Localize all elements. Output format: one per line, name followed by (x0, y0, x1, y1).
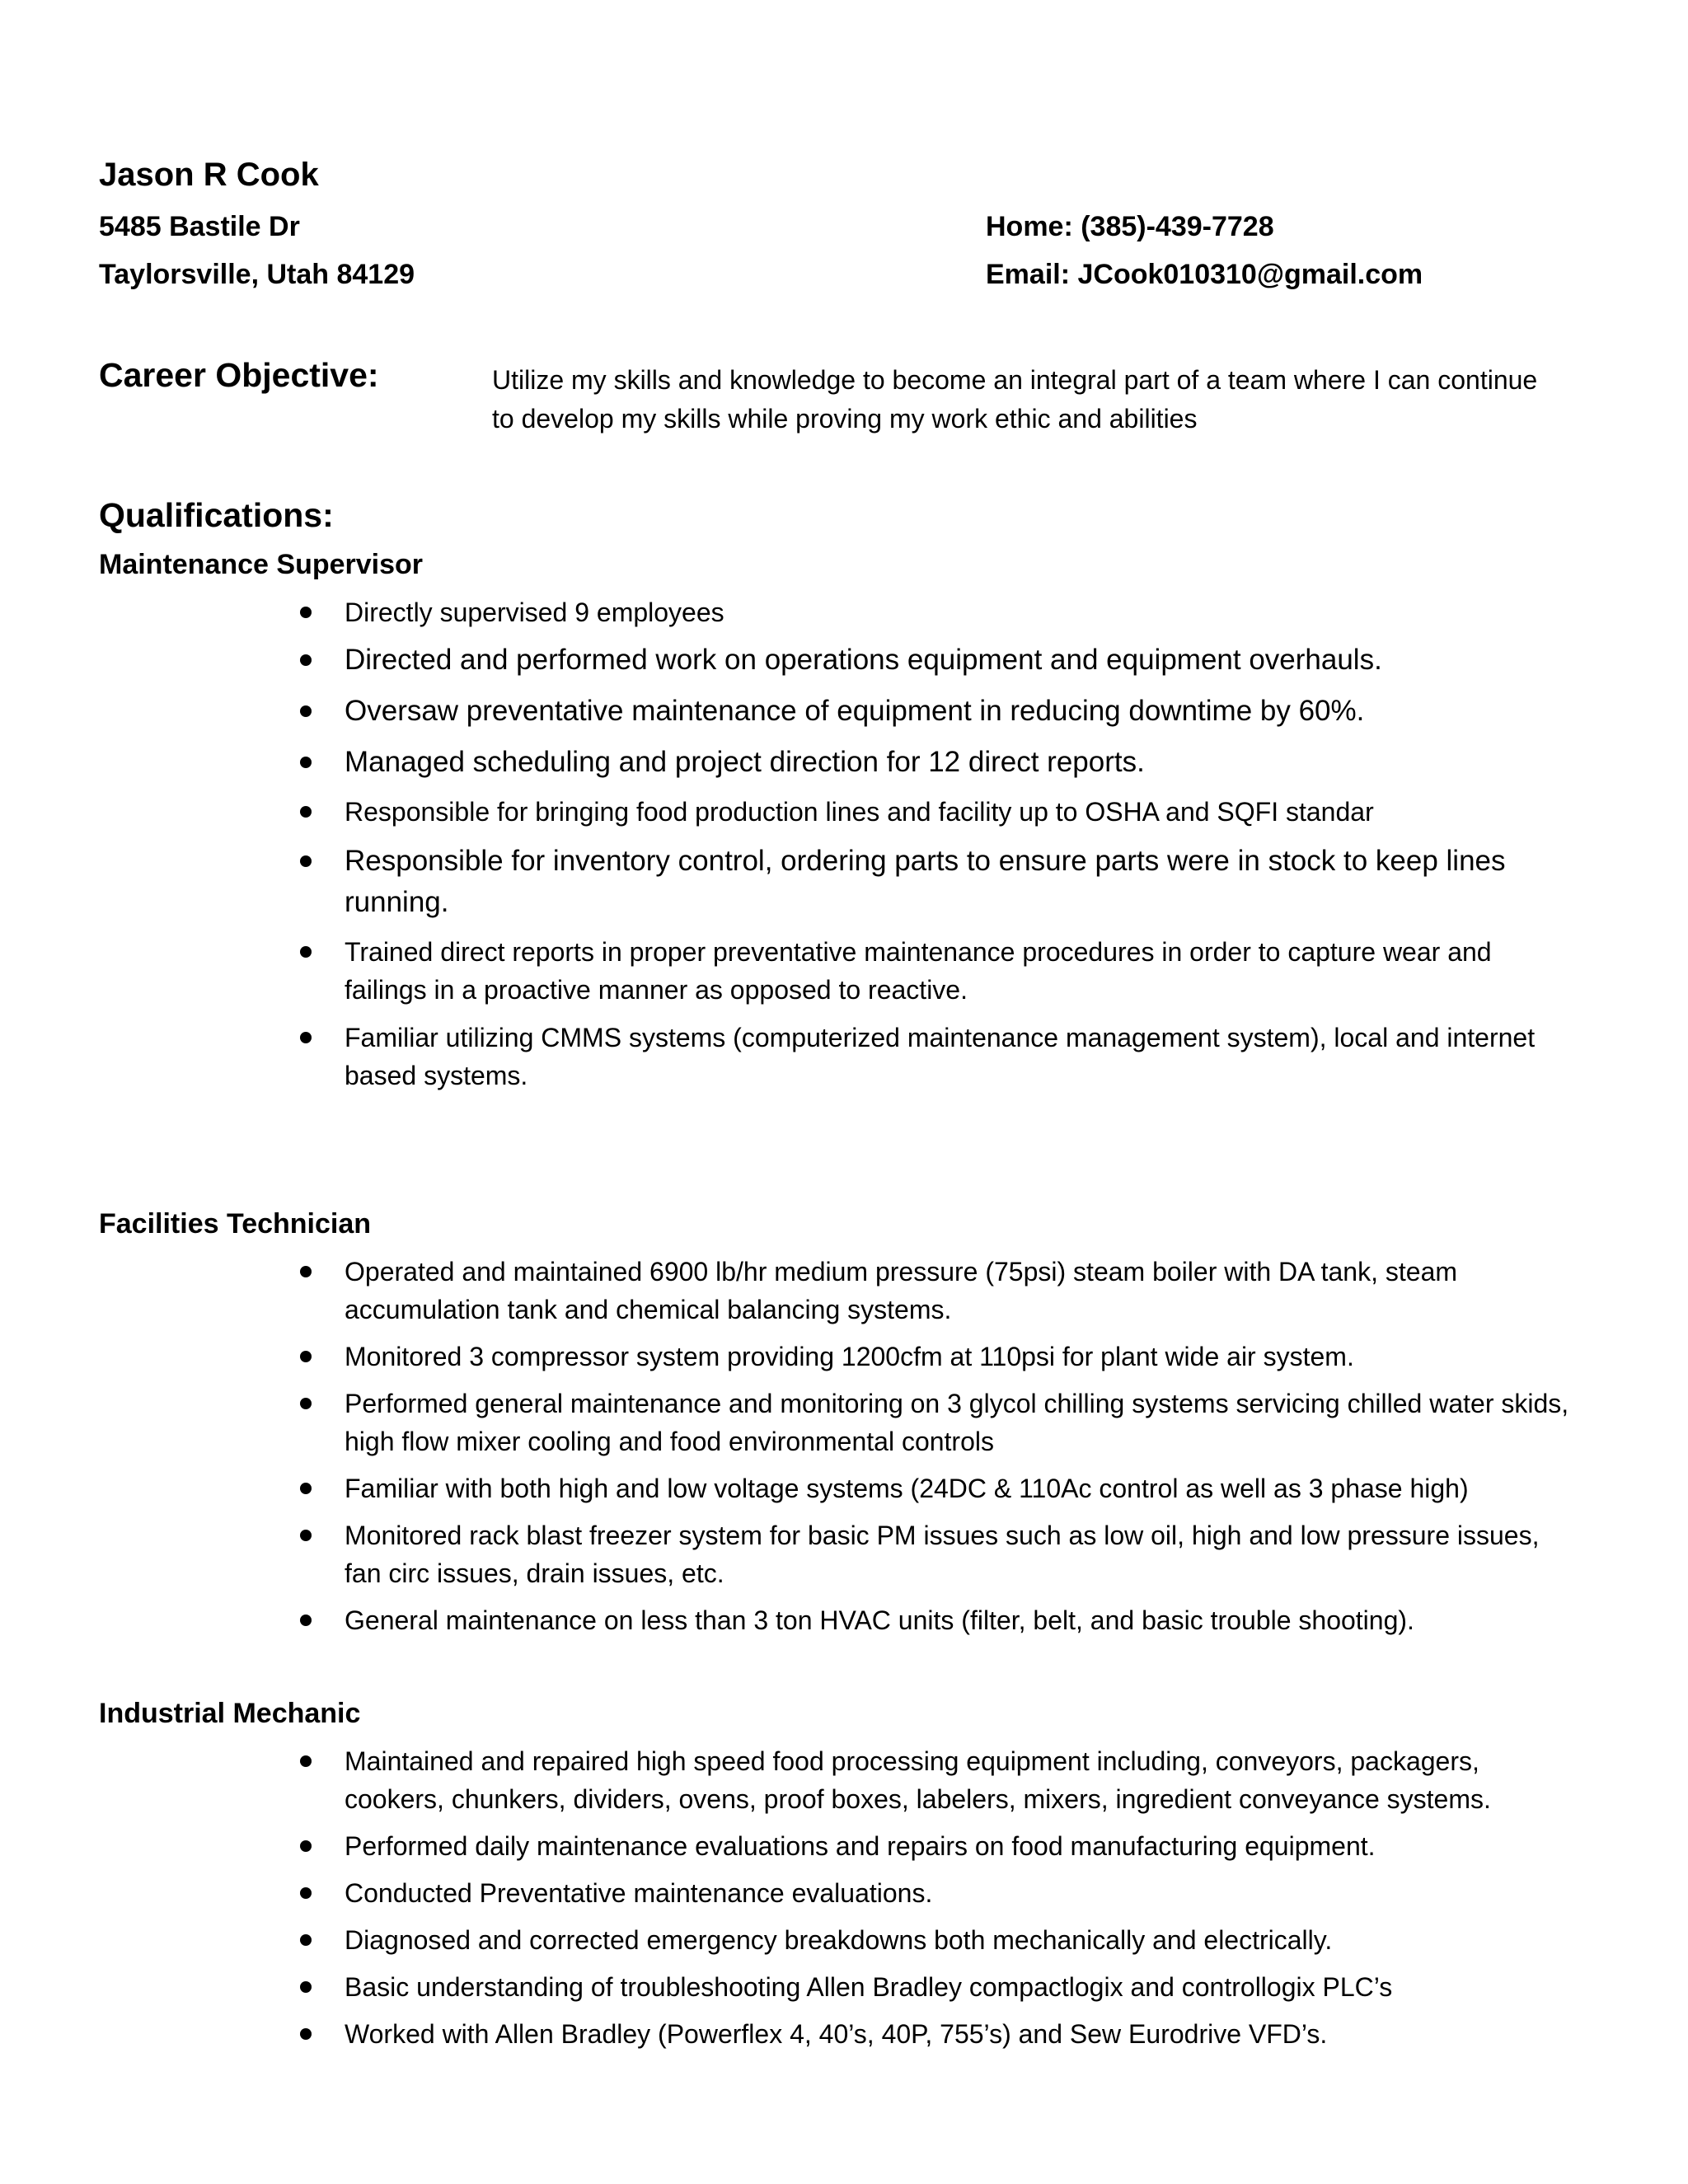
list-item: Trained direct reports in proper preventative maintenance procedures in order to capture wear and failings in a proactive manner as opposed to reactive. (290, 933, 1576, 1009)
list-item: Managed scheduling and project direction for 12 direct reports. (290, 742, 1576, 783)
bullet-icon (300, 1981, 312, 1993)
list-item: Directly supervised 9 employees (290, 593, 1576, 631)
list-item: Maintained and repaired high speed food processing equipment including, conveyors, packagers, cookers, chunkers, dividers, ovens, proof boxes, labelers, mixers, ingredient conveyance systems. (290, 1742, 1576, 1818)
bullet-icon (300, 1032, 312, 1043)
bullet-icon (300, 855, 312, 867)
bullet-icon (300, 1530, 312, 1541)
list-item: Worked with Allen Bradley (Powerflex 4, 40’s, 40P, 755’s) and Sew Eurodrive VFD’s. (290, 2015, 1576, 2053)
bullet-icon (300, 607, 312, 618)
career-objective-text: Utilize my skills and knowledge to become an integral part of a team where I can continue to develop my skills while proving my work ethic and abilities (492, 365, 1538, 434)
maintenance-supervisor-bullets (290, 593, 1576, 1094)
email-address: Email: JCook010310@gmail.com (986, 259, 1423, 290)
job-title-facilities-technician: Facilities Technician (99, 1208, 372, 1240)
bullet-icon (300, 806, 312, 818)
list-item: General maintenance on less than 3 ton HVAC units (filter, belt, and basic trouble shooting). (290, 1601, 1576, 1639)
list-item: Familiar utilizing CMMS systems (computerized maintenance management system), local and internet based systems. (290, 1019, 1576, 1094)
list-item: Oversaw preventative maintenance of equipment in reducing downtime by 60%. (290, 691, 1576, 732)
list-item: Performed daily maintenance evaluations and repairs on food manufacturing equipment. (290, 1827, 1576, 1865)
candidate-name: Jason R Cook (99, 157, 319, 193)
bullet-icon (300, 1934, 312, 1946)
bullet-icon (300, 654, 312, 666)
list-item: Conducted Preventative maintenance evaluations. (290, 1874, 1576, 1912)
list-item: Familiar with both high and low voltage systems (24DC & 110Ac control as well as 3 phase high) (290, 1469, 1576, 1507)
list-item: Performed general maintenance and monitoring on 3 glycol chilling systems servicing chilled water skids, high flow mixer cooling and food environmental controls (290, 1385, 1576, 1460)
list-item: Responsible for bringing food production lines and facility up to OSHA and SQFI standar (290, 793, 1576, 831)
phone-number: Home: (385)-439-7728 (986, 211, 1274, 242)
bullet-icon (300, 757, 312, 768)
list-item: Basic understanding of troubleshooting Allen Bradley compactlogix and controllogix PLC’s (290, 1968, 1576, 2006)
job-title-industrial-mechanic: Industrial Mechanic (99, 1698, 361, 1729)
industrial-mechanic-bullets (290, 1742, 1576, 2053)
bullet-icon (300, 2028, 312, 2040)
qualifications-heading: Qualifications: (99, 496, 334, 534)
list-item: Operated and maintained 6900 lb/hr medium pressure (75psi) steam boiler with DA tank, steam accumulation tank and chemical balancing systems. (290, 1253, 1576, 1329)
list-item: Diagnosed and corrected emergency breakdowns both mechanically and electrically. (290, 1921, 1576, 1959)
bullet-icon (300, 1483, 312, 1494)
bullet-icon (300, 1755, 312, 1767)
bullet-icon (300, 1266, 312, 1277)
job-title-maintenance-supervisor: Maintenance Supervisor (99, 549, 424, 580)
bullet-icon (300, 1615, 312, 1626)
bullet-icon (300, 1887, 312, 1899)
bullet-icon (300, 1398, 312, 1409)
list-item: Directed and performed work on operations equipment and equipment overhauls. (290, 640, 1576, 681)
address-line-2: Taylorsville, Utah 84129 (99, 259, 415, 290)
list-item: Monitored rack blast freezer system for basic PM issues such as low oil, high and low pressure issues, fan circ issues, drain issues, etc. (290, 1516, 1576, 1592)
bullet-icon (300, 1840, 312, 1852)
address-line-1: 5485 Bastile Dr (99, 211, 300, 242)
bullet-icon (300, 705, 312, 717)
bullet-icon (300, 1351, 312, 1362)
bullet-icon (300, 946, 312, 958)
list-item: Monitored 3 compressor system providing 1200cfm at 110psi for plant wide air system. (290, 1338, 1576, 1376)
list-item: Responsible for inventory control, ordering parts to ensure parts were in stock to keep lines running. (290, 841, 1576, 923)
facilities-technician-bullets (290, 1253, 1576, 1639)
career-objective-heading: Career Objective: (99, 356, 379, 394)
